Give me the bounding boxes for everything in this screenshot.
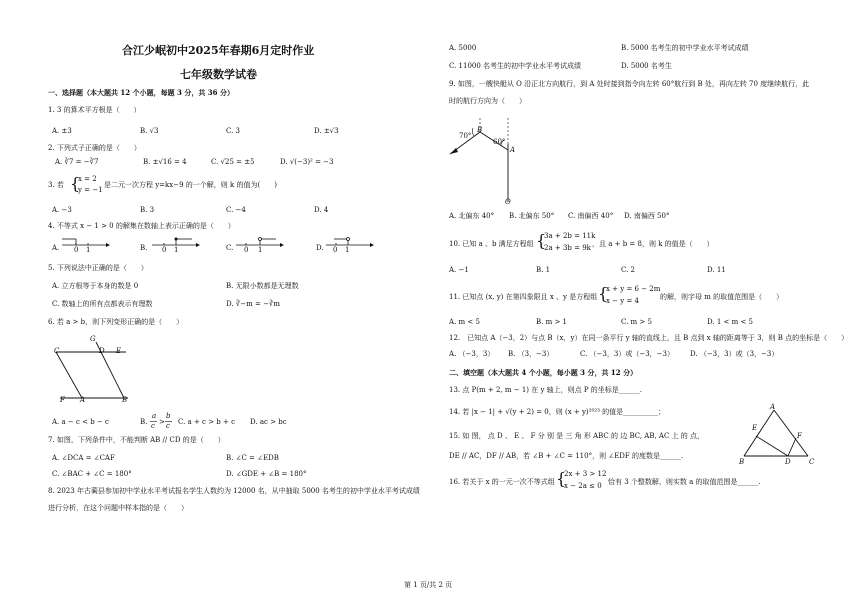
question-6-option-c: C. a + c > b + c xyxy=(178,418,235,426)
question-6-option-b-prefix: B. xyxy=(140,418,148,426)
question-11-option-a: A. m < 5 xyxy=(449,318,480,326)
question-5-option-c: C. 数轴上的所有点都表示有理数 xyxy=(52,300,153,308)
fig15-label-b: B xyxy=(739,458,745,466)
exam-title: 合江少岷初中2025年春期6月定时作业 xyxy=(122,44,315,57)
question-6-option-a: A. a − c < b − c xyxy=(52,418,109,426)
question-10-system-line-1: 3a + 2b = 11k xyxy=(544,232,596,240)
question-1-option-b: B. √3 xyxy=(140,127,159,135)
question-12-option-c: C. （−3，3）或（−3，−3） xyxy=(580,350,674,358)
question-7-stem: 7. 如图，下列条件中，不能判断 AB // CD 的是（ ） xyxy=(48,436,225,444)
fig15-label-c: C xyxy=(809,458,815,466)
question-10-option-d: D. 11 xyxy=(707,266,726,274)
question-4-option-c: C. xyxy=(226,244,234,252)
number-line-a-one: 1 xyxy=(86,246,91,254)
question-8-line-2: 进行分析，在这个问题中样本指的是（ ） xyxy=(48,504,188,512)
fig6-label-g: G xyxy=(90,335,96,343)
question-3-system-line-1: x = 2 xyxy=(78,175,97,183)
number-line-d-one: 1 xyxy=(345,246,350,254)
brace-icon: { xyxy=(70,174,81,193)
fig15-label-d: D xyxy=(785,458,791,466)
question-15-line-2: DE // AC，DF // AB，若 ∠B + ∠C = 110°，则 ∠EDF 的度数是______. xyxy=(449,452,684,460)
question-9-option-d: D. 南偏西 50° xyxy=(624,212,670,220)
fig9-label-o: O xyxy=(505,198,511,206)
question-4-stem: 4. 不等式 x − 1 > 0 的解集在数轴上表示正确的是（ ） xyxy=(48,222,235,230)
question-8-option-d: D. 5000 名考生 xyxy=(621,62,672,70)
question-12-stem: 12. 已知点 A（−3，2）与点 B（x，y）在同一条平行 y 轴的直线上，且 B 点到 x 轴的距离等于 3，则 B 点的坐标是（ ） xyxy=(449,334,849,342)
question-11-prefix: 11. 已知点 (x, y) 在第四象限且 x 、y 是方程组 xyxy=(449,293,598,301)
brace-icon: { xyxy=(536,231,547,250)
question-8-option-a: A. 5000 xyxy=(449,44,477,52)
question-15-line-1: 15. 如 图， 点 D 、 E 、 F 分 别 是 三 角 形 ABC 的 边 BC, AB, AC 上 的 点， xyxy=(449,432,705,440)
fig9-angle-70: 70° xyxy=(459,132,472,140)
question-5-option-d: D. ∛−m = −∛m xyxy=(226,300,281,308)
question-12-option-b: B. （3，−3） xyxy=(508,350,554,358)
question-10-system-line-2: 2a + 3b = 9k xyxy=(544,244,591,252)
question-10-option-b: B. 1 xyxy=(536,266,551,274)
fig9-label-b: B xyxy=(477,126,483,134)
question-2-option-b: B. ±√16 = 4 xyxy=(143,158,187,166)
question-5-option-a: A. 立方根等于本身的数是 0 xyxy=(52,282,139,290)
question-6-option-d: D. ac > bc xyxy=(250,418,287,426)
question-1-stem: 1. 3 的算术平方根是（ ） xyxy=(48,106,141,114)
fig15-label-e: E xyxy=(752,424,758,432)
question-13-stem: 13. 点 P(m + 2, m − 1) 在 y 轴上，则点 P 的坐标是______. xyxy=(449,386,643,394)
question-5-option-b: B. 无限小数都是无理数 xyxy=(226,282,299,290)
question-11-option-b: B. m > 1 xyxy=(536,318,568,326)
question-12-option-a: A. （−3，3） xyxy=(449,350,495,358)
question-1-option-a: A. ±3 xyxy=(52,127,72,135)
section-heading-choice: 一、选择题（本大题共 12 个小题，每题 3 分，共 36 分） xyxy=(48,88,234,97)
fig6-label-a: A xyxy=(80,396,86,404)
fraction-bar-1 xyxy=(150,421,158,423)
number-line-c-zero: 0 xyxy=(244,246,249,254)
question-2-option-d: D. √(−3)² = −3 xyxy=(280,158,334,166)
question-2-stem: 2. 下列式子正确的是（ ） xyxy=(48,144,141,152)
fig15-label-a: A xyxy=(770,403,776,411)
fig6-label-d: D xyxy=(99,347,105,355)
question-9-option-a: A. 北偏东 40° xyxy=(449,212,495,220)
question-3-option-b: B. 3 xyxy=(140,206,155,214)
question-10-option-a: A. −1 xyxy=(449,266,469,274)
question-4-option-a: A. xyxy=(52,244,60,252)
question-16-suffix: 恰有 3 个整数解，则实数 a 的取值范围是______. xyxy=(608,478,761,486)
question-8-option-c: C. 11000 名考生的初中学业水平考试成绩 xyxy=(449,62,582,70)
fig6-label-c: C xyxy=(54,347,60,355)
question-7-option-d: D. ∠GDE + ∠B = 180° xyxy=(226,470,307,478)
question-5-stem: 5. 下列说法中正确的是（ ） xyxy=(48,264,148,272)
question-6-option-b-denominator-c2: c xyxy=(166,422,170,430)
fraction-bar-2 xyxy=(165,421,173,423)
brace-icon: { xyxy=(556,469,567,488)
question-3-suffix: 是二元一次方程 y=kx−9 的一个解，则 k 的值为( ) xyxy=(104,181,277,189)
navigation-figure xyxy=(446,114,526,206)
section-heading-fill: 二、填空题（本大题共 4 个小题，每小题 3 分，共 12 分） xyxy=(449,368,638,377)
question-4-option-b: B. xyxy=(140,244,148,252)
fig9-label-a: A xyxy=(510,146,516,154)
question-16-prefix: 16. 若关于 x 的一元一次不等式组 xyxy=(449,478,555,486)
question-6-option-b-denominator-c: c xyxy=(151,422,155,430)
number-line-c-one: 1 xyxy=(258,246,263,254)
question-10-option-c: C. 2 xyxy=(621,266,636,274)
question-9-option-b: B. 北偏东 50° xyxy=(509,212,555,220)
question-2-option-a: A. ∛7 = −∛7 xyxy=(55,158,99,166)
question-3-option-d: D. 4 xyxy=(314,206,329,214)
question-6-option-b-relation: > xyxy=(159,418,165,426)
question-6-stem: 6. 若 a > b，则下列变形正确的是（ ） xyxy=(48,318,184,326)
question-9-option-c: C. 南偏西 40° xyxy=(568,212,614,220)
question-3-system-line-2: y = −1 xyxy=(78,186,103,194)
question-16-system-line-2: x − 2a ≤ 0 xyxy=(564,482,602,490)
question-14-stem: 14. 若 |x − 1| + √(y + 2) = 0，则 (x + y)²⁰²³ 的值是__________； xyxy=(449,408,666,416)
fig6-label-f: F xyxy=(60,396,65,404)
question-3-option-c: C. −4 xyxy=(226,206,246,214)
question-8-option-b: B. 5000 名考生的初中学业水平考试成绩 xyxy=(621,44,749,52)
fig6-label-b: B xyxy=(122,396,128,404)
question-2-option-c: C. √25 = ±5 xyxy=(211,158,255,166)
question-9-line-2: 时的航行方向为（ ） xyxy=(449,97,526,105)
question-8-line-1: 8. 2023 年古蔺县参加初中学业水平考试报名学生人数约为 12000 名，从中抽取 5000 名考生的初中学业水平考试成绩 xyxy=(48,487,420,495)
parallel-lines-figure xyxy=(46,332,146,406)
question-11-option-c: C. m > 5 xyxy=(621,318,652,326)
number-line-b-one: 1 xyxy=(174,246,179,254)
fig15-label-f: F xyxy=(797,432,802,440)
question-11-option-d: D. 1 < m < 5 xyxy=(707,318,753,326)
triangle-figure xyxy=(736,406,818,466)
question-3-option-a: A. −3 xyxy=(52,206,72,214)
question-7-option-a: A. ∠DCA = ∠CAF xyxy=(52,454,115,462)
page-number: 第 1 页/共 2 页 xyxy=(404,581,453,589)
question-12-option-d: D. （−3，3）或（3，−3） xyxy=(690,350,779,358)
question-6-option-b-numerator-a: a xyxy=(152,412,157,420)
exam-subtitle: 七年级数学试卷 xyxy=(180,68,257,81)
question-1-option-d: D. ±√3 xyxy=(314,127,339,135)
question-10-suffix: ，且 a + b = 8，则 k 的值是（ ） xyxy=(592,240,714,248)
question-10-prefix: 10. 已知 a 、b 满足方程组 xyxy=(449,240,534,248)
question-11-suffix: 的解，则字母 m 的取值范围是（ ） xyxy=(660,293,784,301)
question-4-option-d: D. xyxy=(316,244,324,252)
question-16-system-line-1: 2x + 3 > 12 xyxy=(564,470,607,478)
fig9-angle-60: 60° xyxy=(493,138,506,146)
brace-icon: { xyxy=(598,284,609,303)
number-line-b-zero: 0 xyxy=(162,246,167,254)
question-1-option-c: C. 3 xyxy=(226,127,241,135)
question-7-option-c: C. ∠BAC + ∠C = 180° xyxy=(52,470,132,478)
question-7-option-b: B. ∠C = ∠EDB xyxy=(226,454,279,462)
question-6-option-b-numerator-b: b xyxy=(166,412,171,420)
number-line-d-zero: 0 xyxy=(333,246,338,254)
question-3-prefix: 3. 若 xyxy=(48,181,64,189)
number-line-a-zero: 0 xyxy=(74,246,79,254)
fig6-label-e: E xyxy=(116,347,122,355)
question-9-line-1: 9. 如图，一艘快艇从 O 沿正北方向航行，到 A 处时接到指令向左转 60°航行到 B 处，再向左转 70 度继续航行，此 xyxy=(449,80,810,88)
question-11-system-line-2: x − y = 4 xyxy=(606,297,639,305)
question-11-system-line-1: x + y = 6 − 2m xyxy=(606,285,661,293)
